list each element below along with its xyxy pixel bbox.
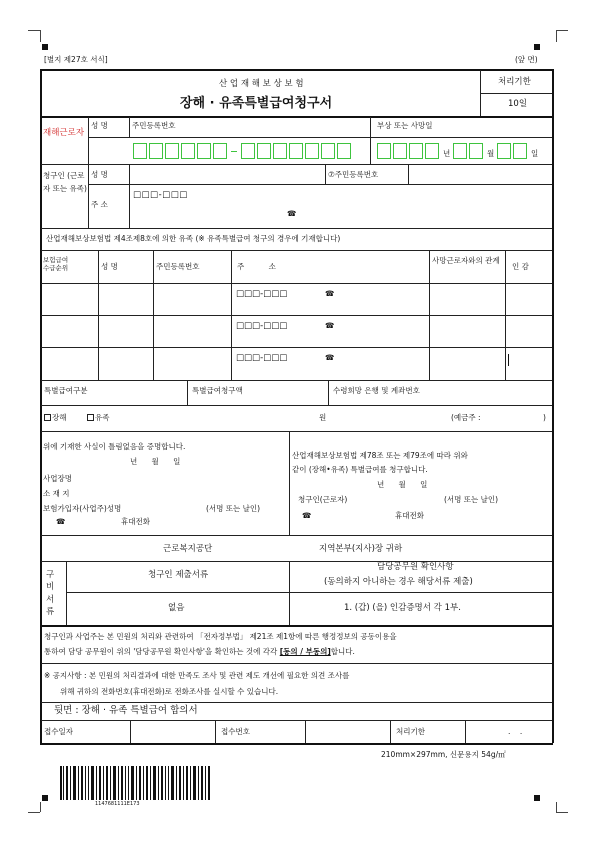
benefit-type-label: 특별급여구분: [44, 386, 88, 395]
barcode-number: 1147681111E173: [95, 801, 140, 807]
worker-label: 재해근로자: [43, 128, 85, 138]
claim-statement-1: 산업재해보상보험법 제78조 또는 제79조에 따라 위와: [292, 451, 468, 460]
employer-certify: 위에 기재한 사실이 틀림없음을 증명합니다.: [43, 442, 186, 451]
form-id: [별지 제27호 서식]: [44, 55, 108, 64]
claimant-docs-value: 없음: [168, 603, 185, 613]
official-check-value: 1. (갑) (을) 인감증명서 각 1부.: [344, 603, 461, 613]
employer-name: 보험가입자(사업주)성명: [43, 504, 122, 513]
barcode: [60, 766, 210, 800]
claimant-rrn-label: ⑦주민등록번호: [328, 170, 379, 179]
business-address: 소 재 지: [43, 489, 70, 498]
docs-label: 구비서류: [46, 570, 55, 617]
corner-mark: [534, 795, 540, 801]
addressee-branch: 지역본부(지사)장 귀하: [319, 544, 403, 554]
claimant-mobile: 휴대전화: [395, 511, 424, 520]
worker-name-label: 성 명: [91, 121, 108, 130]
employer-sign: (서명 또는 날인): [206, 504, 261, 513]
official-check-label: 담당공무원 확인사항: [377, 562, 454, 572]
claimant-name-label: 성 명: [91, 170, 108, 179]
receipt-deadline-label: 처리기한: [396, 727, 425, 736]
deadline-value: 10일: [508, 99, 528, 109]
injury-date-label: 부상 또는 사망일: [377, 121, 433, 130]
col-seal: 인 감: [512, 262, 529, 271]
paper-spec: 210mm×297mm, 신문용지 54g/㎡: [381, 750, 506, 759]
col-priority: 보험급여 수급순위: [43, 256, 69, 273]
checkbox-survivor[interactable]: 유족: [87, 414, 110, 422]
official-check-sub: (동의하지 아니하는 경우 해당서류 제출): [324, 577, 473, 587]
corner-mark: [42, 44, 48, 50]
consent-choice[interactable]: [동의 / 부동의]: [279, 647, 331, 656]
col-address: 주 소: [237, 262, 276, 271]
benefit-amount-label: 특별급여청구액: [192, 386, 243, 395]
employer-mobile: 휴대전화: [121, 517, 150, 526]
consent-line-1: 청구인과 사업주는 본 민원의 처리와 관련하여 「전자정부법」 제21조 제1항에 따른 행정정보의 공동이용을: [44, 632, 397, 641]
corner-mark: [534, 44, 540, 50]
claimant-docs-label: 청구인 제출서류: [148, 570, 209, 580]
col-relation: 사망근로자와의 관계: [432, 256, 500, 265]
won-label: 원: [319, 413, 327, 422]
phone-icon: ☎: [302, 511, 312, 520]
page-side: (앞 면): [515, 55, 538, 64]
receipt-date-label: 접수일자: [44, 727, 73, 736]
notice-line-2: 위해 귀하의 전화번호(휴대전화)로 전화조사를 실시할 수 있습니다.: [60, 687, 279, 696]
form-subtitle: 산 업 재 해 보 상 보 험: [219, 79, 304, 89]
depositor-label: (예금주 :: [451, 413, 481, 422]
consent-line-2: 통하여 담당 공무원이 위의 '담당공무원 확인사항'을 확인하는 것에 각각 [동의 / 부동의]합니다.: [44, 647, 355, 656]
bank-account-label: 수령희망 은행 및 계좌번호: [333, 386, 420, 395]
claimant-sign: (서명 또는 날인): [444, 495, 499, 504]
claim-statement-2: 같이 (장해•유족) 특별급여를 청구합니다.: [292, 465, 428, 474]
receipt-deadline-value: . .: [508, 727, 523, 736]
employer-date: 년 월 일: [130, 457, 181, 466]
notice-line-1: ※ 공지사항 : 본 민원의 처리결과에 대한 만족도 조사 및 관련 제도 개선에 필요한 의견 조사를: [44, 671, 350, 680]
checkbox-disability[interactable]: 장해: [44, 414, 67, 422]
survivor-section-title: 산업재해보상보험법 제4조제8호에 의한 유족 (※ 유족특별급여 청구의 경우에 기재합니다): [46, 234, 341, 243]
phone-icon: ☎: [56, 517, 66, 526]
business-name: 사업장명: [43, 474, 72, 483]
back-page-title: 뒷면 : 장해 · 유족 특별급여 합의서: [54, 705, 198, 716]
claimant-label: 청구인 (근로자 또는 유족): [43, 171, 87, 194]
claimant-address-label: 주 소: [91, 200, 108, 209]
worker-rrn-label: 주민등록번호: [132, 121, 176, 130]
claimant-zip[interactable]: □□□-□□□: [133, 190, 188, 200]
deadline-label: 처리기한: [498, 77, 531, 87]
col-name: 성 명: [101, 262, 118, 271]
page-title: 장해 · 유족특별급여청구서: [180, 96, 333, 111]
addressee-org: 근로복지공단: [163, 544, 213, 554]
corner-mark: [42, 795, 48, 801]
receipt-number-label: 접수번호: [221, 727, 250, 736]
col-rrn: 주민등록번호: [156, 262, 200, 271]
depositor-end: ): [543, 413, 546, 422]
phone-icon: ☎: [287, 209, 297, 218]
claimant-sign-label: 청구인(근로자): [298, 495, 348, 504]
claim-date: 년 월 일: [377, 480, 428, 489]
